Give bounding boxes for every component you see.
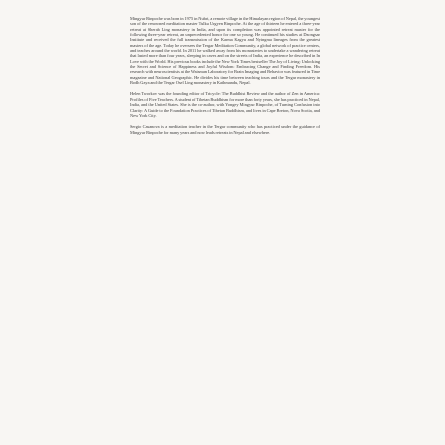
bio-paragraph-mingyur: Mingyur Rinpoche was born in 1975 in Nubri, a remote village in the Himalayan region of Nepal, the youngest son of the renowned meditation master Tulku Urgyen Rinpoche. At the age of thirteen he entered a three-year retreat at Sherab Ling monastery in India, and upon its completion was appointed retreat master for the following three-year retreat, an unprecedented honor for one so young. He continued his studies at Dzongsar Institute and received the full transmission of the Karma Kagyu and Nyingma lineages from the greatest masters of the age. Today he oversees the Tergar Meditation Community, a global network of practice centers, and teaches around the world. In 2011 he walked away from his monasteries to undertake a wandering retreat that lasted more than four years, sleeping in caves and on the streets of India, an experience he described in In Love with the World. His previous books include the New York Times bestseller The Joy of Living: Unlocking the Secret and Science of Happiness and Joyful Wisdom: Embracing Change and Finding Freedom. His research with neuroscientists at the Waisman Laboratory for Brain Imaging and Behavior was featured in Time magazine and National Geographic. He divides his time between teaching tours and the Tergar monastery in Bodh Gaya and the Tergar Osel Ling monastery in Kathmandu, Nepal. [130,16,320,86]
bio-paragraph-casanova: Sergio Casanova is a meditation teacher in the Tergar community who has practiced under the guidance of Mingyur Rinpoche for many years and now leads retreats in Nepal and elsewhere. [130,124,320,135]
bio-paragraph-tworkov: Helen Tworkov was the founding editor of Tricycle: The Buddhist Review and the author of Zen in America: Profiles of Five Teachers. A student of Tibetan Buddhism for more than forty years, she has practiced in Nepal, India, and the United States. She is the co-author, with Yongey Mingyur Rinpoche, of Turning Confusion into Clarity: A Guide to the Foundation Practices of Tibetan Buddhism, and lives in Cape Breton, Nova Scotia, and New York City. [130,91,320,118]
author-bio-column [130,16,320,135]
